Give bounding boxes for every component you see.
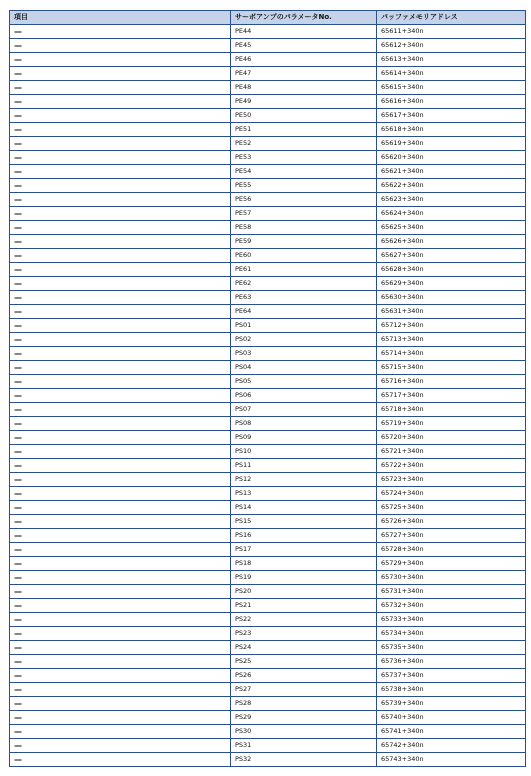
cell-buffer-address: 65719+340n xyxy=(377,417,526,431)
cell-parameter-no: PS25 xyxy=(231,655,377,669)
cell-buffer-address: 65623+340n xyxy=(377,193,526,207)
table-row xyxy=(10,375,526,389)
cell-buffer-address: 65717+340n xyxy=(377,389,526,403)
cell-item: — xyxy=(10,95,231,109)
table-row xyxy=(10,361,526,375)
cell-buffer-address: 65734+340n xyxy=(377,627,526,641)
table-row xyxy=(10,543,526,557)
table-row xyxy=(10,235,526,249)
cell-buffer-address: 65630+340n xyxy=(377,291,526,305)
cell-buffer-address: 65713+340n xyxy=(377,333,526,347)
table-row xyxy=(10,123,526,137)
cell-buffer-address: 65625+340n xyxy=(377,221,526,235)
cell-parameter-no: PE61 xyxy=(231,263,377,277)
cell-buffer-address: 65740+340n xyxy=(377,711,526,725)
table-row xyxy=(10,151,526,165)
cell-item: — xyxy=(10,739,231,753)
table-row xyxy=(10,739,526,753)
table-row xyxy=(10,109,526,123)
cell-item: — xyxy=(10,753,231,767)
cell-item: — xyxy=(10,459,231,473)
cell-item: — xyxy=(10,263,231,277)
cell-parameter-no: PS32 xyxy=(231,753,377,767)
cell-buffer-address: 65712+340n xyxy=(377,319,526,333)
cell-item: — xyxy=(10,515,231,529)
cell-buffer-address: 65726+340n xyxy=(377,515,526,529)
cell-parameter-no: PE62 xyxy=(231,277,377,291)
table-row xyxy=(10,53,526,67)
cell-parameter-no: PE50 xyxy=(231,109,377,123)
cell-item: — xyxy=(10,599,231,613)
cell-item: — xyxy=(10,165,231,179)
cell-buffer-address: 65631+340n xyxy=(377,305,526,319)
table-row xyxy=(10,725,526,739)
cell-parameter-no: PE57 xyxy=(231,207,377,221)
table-row xyxy=(10,515,526,529)
cell-item: — xyxy=(10,529,231,543)
cell-item: — xyxy=(10,487,231,501)
cell-buffer-address: 65716+340n xyxy=(377,375,526,389)
table-row xyxy=(10,683,526,697)
cell-parameter-no: PS07 xyxy=(231,403,377,417)
cell-item: — xyxy=(10,123,231,137)
cell-parameter-no: PE59 xyxy=(231,235,377,249)
table-row xyxy=(10,459,526,473)
cell-parameter-no: PS20 xyxy=(231,585,377,599)
cell-item: — xyxy=(10,375,231,389)
header-buffer-memory-address: バッファメモリアドレス xyxy=(377,11,526,25)
table-row xyxy=(10,347,526,361)
table-row xyxy=(10,207,526,221)
cell-buffer-address: 65729+340n xyxy=(377,557,526,571)
cell-buffer-address: 65738+340n xyxy=(377,683,526,697)
cell-parameter-no: PS28 xyxy=(231,697,377,711)
cell-item: — xyxy=(10,235,231,249)
cell-item: — xyxy=(10,557,231,571)
table-row xyxy=(10,39,526,53)
cell-buffer-address: 65731+340n xyxy=(377,585,526,599)
cell-item: — xyxy=(10,319,231,333)
cell-item: — xyxy=(10,305,231,319)
cell-buffer-address: 65741+340n xyxy=(377,725,526,739)
table-row xyxy=(10,249,526,263)
cell-parameter-no: PS09 xyxy=(231,431,377,445)
cell-buffer-address: 65618+340n xyxy=(377,123,526,137)
table-row xyxy=(10,305,526,319)
cell-item: — xyxy=(10,571,231,585)
cell-parameter-no: PS19 xyxy=(231,571,377,585)
parameter-table-container xyxy=(9,10,525,767)
cell-item: — xyxy=(10,207,231,221)
cell-parameter-no: PE44 xyxy=(231,25,377,39)
cell-parameter-no: PE45 xyxy=(231,39,377,53)
cell-buffer-address: 65628+340n xyxy=(377,263,526,277)
cell-item: — xyxy=(10,613,231,627)
cell-item: — xyxy=(10,445,231,459)
cell-parameter-no: PE46 xyxy=(231,53,377,67)
header-item: 項目 xyxy=(10,11,231,25)
cell-parameter-no: PE52 xyxy=(231,137,377,151)
table-row xyxy=(10,291,526,305)
cell-parameter-no: PS05 xyxy=(231,375,377,389)
cell-item: — xyxy=(10,347,231,361)
table-row xyxy=(10,697,526,711)
parameter-address-table xyxy=(9,10,526,767)
cell-item: — xyxy=(10,641,231,655)
cell-item: — xyxy=(10,109,231,123)
cell-item: — xyxy=(10,221,231,235)
cell-parameter-no: PS08 xyxy=(231,417,377,431)
cell-parameter-no: PE58 xyxy=(231,221,377,235)
table-row xyxy=(10,599,526,613)
cell-buffer-address: 65728+340n xyxy=(377,543,526,557)
cell-buffer-address: 65619+340n xyxy=(377,137,526,151)
cell-item: — xyxy=(10,585,231,599)
cell-item: — xyxy=(10,711,231,725)
table-row xyxy=(10,571,526,585)
cell-buffer-address: 65720+340n xyxy=(377,431,526,445)
table-row xyxy=(10,193,526,207)
cell-parameter-no: PS16 xyxy=(231,529,377,543)
table-row xyxy=(10,417,526,431)
cell-buffer-address: 65620+340n xyxy=(377,151,526,165)
cell-parameter-no: PS06 xyxy=(231,389,377,403)
table-row xyxy=(10,627,526,641)
cell-item: — xyxy=(10,193,231,207)
cell-buffer-address: 65722+340n xyxy=(377,459,526,473)
cell-parameter-no: PS26 xyxy=(231,669,377,683)
cell-buffer-address: 65616+340n xyxy=(377,95,526,109)
cell-item: — xyxy=(10,81,231,95)
cell-item: — xyxy=(10,361,231,375)
cell-buffer-address: 65730+340n xyxy=(377,571,526,585)
cell-parameter-no: PS22 xyxy=(231,613,377,627)
cell-item: — xyxy=(10,431,231,445)
table-row xyxy=(10,403,526,417)
cell-item: — xyxy=(10,39,231,53)
cell-parameter-no: PE63 xyxy=(231,291,377,305)
cell-buffer-address: 65615+340n xyxy=(377,81,526,95)
table-row xyxy=(10,655,526,669)
table-row xyxy=(10,641,526,655)
cell-buffer-address: 65627+340n xyxy=(377,249,526,263)
cell-parameter-no: PE48 xyxy=(231,81,377,95)
table-row xyxy=(10,319,526,333)
table-row xyxy=(10,333,526,347)
cell-parameter-no: PS14 xyxy=(231,501,377,515)
cell-parameter-no: PS04 xyxy=(231,361,377,375)
cell-buffer-address: 65621+340n xyxy=(377,165,526,179)
cell-parameter-no: PS29 xyxy=(231,711,377,725)
cell-parameter-no: PS27 xyxy=(231,683,377,697)
table-row xyxy=(10,263,526,277)
cell-parameter-no: PS10 xyxy=(231,445,377,459)
cell-item: — xyxy=(10,697,231,711)
cell-parameter-no: PS30 xyxy=(231,725,377,739)
cell-buffer-address: 65612+340n xyxy=(377,39,526,53)
cell-buffer-address: 65742+340n xyxy=(377,739,526,753)
table-row xyxy=(10,165,526,179)
cell-item: — xyxy=(10,655,231,669)
cell-item: — xyxy=(10,137,231,151)
table-row xyxy=(10,669,526,683)
cell-item: — xyxy=(10,67,231,81)
table-row xyxy=(10,501,526,515)
cell-buffer-address: 65723+340n xyxy=(377,473,526,487)
table-row xyxy=(10,67,526,81)
cell-item: — xyxy=(10,25,231,39)
cell-parameter-no: PS01 xyxy=(231,319,377,333)
cell-item: — xyxy=(10,725,231,739)
cell-parameter-no: PE60 xyxy=(231,249,377,263)
cell-parameter-no: PS18 xyxy=(231,557,377,571)
cell-buffer-address: 65617+340n xyxy=(377,109,526,123)
cell-parameter-no: PS03 xyxy=(231,347,377,361)
cell-item: — xyxy=(10,501,231,515)
cell-buffer-address: 65626+340n xyxy=(377,235,526,249)
cell-buffer-address: 65743+340n xyxy=(377,753,526,767)
table-row xyxy=(10,179,526,193)
cell-item: — xyxy=(10,53,231,67)
table-row xyxy=(10,81,526,95)
header-servo-parameter-no: サーボアンプのパラメータNo. xyxy=(231,11,377,25)
cell-buffer-address: 65611+340n xyxy=(377,25,526,39)
cell-parameter-no: PE56 xyxy=(231,193,377,207)
cell-buffer-address: 65725+340n xyxy=(377,501,526,515)
cell-buffer-address: 65629+340n xyxy=(377,277,526,291)
table-row xyxy=(10,277,526,291)
cell-item: — xyxy=(10,151,231,165)
cell-item: — xyxy=(10,333,231,347)
table-row xyxy=(10,753,526,767)
cell-buffer-address: 65721+340n xyxy=(377,445,526,459)
cell-parameter-no: PS21 xyxy=(231,599,377,613)
cell-parameter-no: PE47 xyxy=(231,67,377,81)
table-body xyxy=(10,25,526,767)
table-row xyxy=(10,389,526,403)
cell-item: — xyxy=(10,627,231,641)
cell-buffer-address: 65718+340n xyxy=(377,403,526,417)
cell-parameter-no: PE54 xyxy=(231,165,377,179)
cell-parameter-no: PS12 xyxy=(231,473,377,487)
cell-parameter-no: PS23 xyxy=(231,627,377,641)
table-row xyxy=(10,613,526,627)
cell-item: — xyxy=(10,683,231,697)
cell-buffer-address: 65736+340n xyxy=(377,655,526,669)
cell-parameter-no: PE51 xyxy=(231,123,377,137)
cell-parameter-no: PE64 xyxy=(231,305,377,319)
table-row xyxy=(10,711,526,725)
cell-parameter-no: PS15 xyxy=(231,515,377,529)
table-row xyxy=(10,25,526,39)
cell-item: — xyxy=(10,389,231,403)
cell-item: — xyxy=(10,669,231,683)
cell-parameter-no: PE55 xyxy=(231,179,377,193)
cell-item: — xyxy=(10,291,231,305)
cell-buffer-address: 65715+340n xyxy=(377,361,526,375)
table-row xyxy=(10,473,526,487)
cell-buffer-address: 65724+340n xyxy=(377,487,526,501)
cell-parameter-no: PS17 xyxy=(231,543,377,557)
cell-item: — xyxy=(10,403,231,417)
cell-parameter-no: PS02 xyxy=(231,333,377,347)
cell-buffer-address: 65739+340n xyxy=(377,697,526,711)
cell-buffer-address: 65614+340n xyxy=(377,67,526,81)
cell-item: — xyxy=(10,417,231,431)
table-row xyxy=(10,431,526,445)
table-row xyxy=(10,137,526,151)
cell-parameter-no: PS24 xyxy=(231,641,377,655)
cell-buffer-address: 65624+340n xyxy=(377,207,526,221)
cell-buffer-address: 65727+340n xyxy=(377,529,526,543)
cell-item: — xyxy=(10,543,231,557)
cell-item: — xyxy=(10,473,231,487)
cell-parameter-no: PE53 xyxy=(231,151,377,165)
cell-parameter-no: PS11 xyxy=(231,459,377,473)
cell-buffer-address: 65732+340n xyxy=(377,599,526,613)
cell-buffer-address: 65613+340n xyxy=(377,53,526,67)
cell-buffer-address: 65714+340n xyxy=(377,347,526,361)
table-row xyxy=(10,445,526,459)
cell-buffer-address: 65737+340n xyxy=(377,669,526,683)
cell-parameter-no: PS13 xyxy=(231,487,377,501)
cell-item: — xyxy=(10,277,231,291)
table-row xyxy=(10,221,526,235)
table-header-row xyxy=(10,11,526,25)
cell-item: — xyxy=(10,249,231,263)
cell-item: — xyxy=(10,179,231,193)
cell-parameter-no: PS31 xyxy=(231,739,377,753)
cell-parameter-no: PE49 xyxy=(231,95,377,109)
table-row xyxy=(10,557,526,571)
table-row xyxy=(10,95,526,109)
cell-buffer-address: 65622+340n xyxy=(377,179,526,193)
cell-buffer-address: 65733+340n xyxy=(377,613,526,627)
table-row xyxy=(10,529,526,543)
table-row xyxy=(10,487,526,501)
cell-buffer-address: 65735+340n xyxy=(377,641,526,655)
table-row xyxy=(10,585,526,599)
